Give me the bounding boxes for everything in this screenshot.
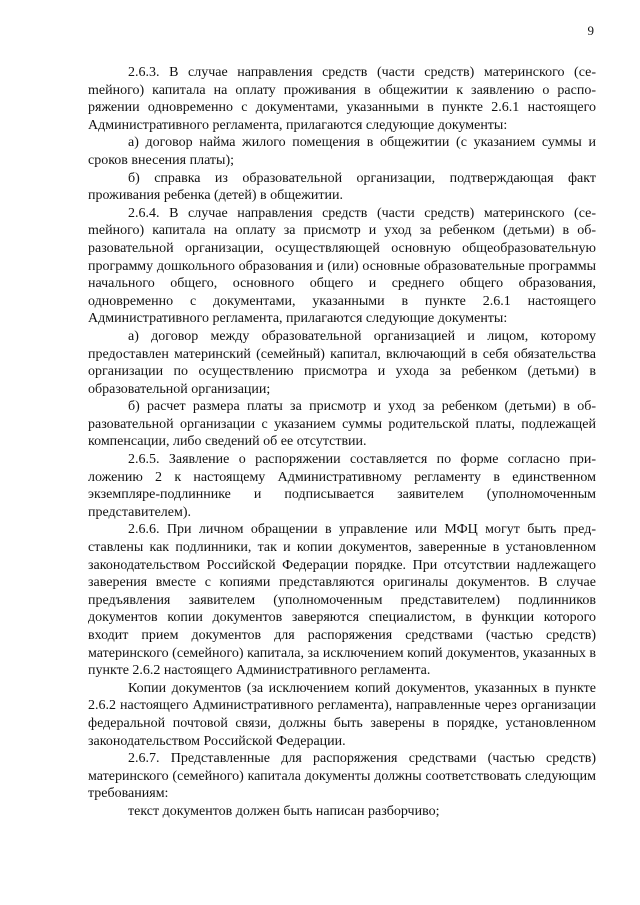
paragraph-2-6-4: 2.6.4. В случае направления средств (части средств) материнского (сеmейного) капитала на оплату за присмотр и уход за ребенком (детьми) в образовательной организации, осуществляющей основную общеобразовательную программу дошкольного образования и (или) основные образовательные программы начального общего, основного общего и среднего общего образования, одновременно с документами, указанными в пункте 2.6.1 настоящего Административного регламента, прилагаются следующие документы: — [88, 205, 596, 327]
paragraph-2-6-4-a: а) договор между образовательной организацией и лицом, которому предоставлен материнский (семейный) капитал, включающий в себя обязательства организации по осуществлению присмотра и ухода за ребенком (детьми) в образовательной организации; — [88, 328, 596, 397]
paragraph-2-6-5: 2.6.5. Заявление о распоряжении составляется по форме согласно приложению 2 к настоящему Административному регламенту в единственном экземпляре-подлиннике и подписывается заявителем (уполномоченным представителем). — [88, 452, 596, 520]
paragraph-copies: Копии документов (за исключением копий документов, указанных в пункте 2.6.2 настоящего Административного регламента), направленные через организации федеральной почтовой связи, должны быть заверены в порядке, установленном законодательством Российской Федерации. — [88, 680, 596, 749]
paragraph-2-6-3-a: а) договор найма жилого помещения в общежитии (с указанием суммы и сроков внесения платы); — [88, 135, 596, 168]
paragraph-2-6-3: 2.6.3. В случае направления средств (части средств) материнского (сеmейного) капитала на оплату проживания в общежитии к заявлению о распоряжении одновременно с документами, указанными в пункте 2.6.1 настоящего Административного регламента, прилагаются следующие документы: — [88, 65, 596, 133]
paragraph-2-6-6: 2.6.6. При личном обращении в управление или МФЦ могут быть представлены как подлинники, так и копии документов, заверенные в установленном законодательством Российской Федерации порядке. При отсутствии надлежащего заверения вместе с копиями представляются оригиналы документов. В случае предъявления заявителем (уполномоченным представителем) подлинников документов копии документов заверяются специалистом, в функции которого входит прием документов для распоряжения средствами (частью средств) материнского (семейного) капитала, за исключением копий документов, указанных в пункте 2.6.2 настоящего Административного регламента. — [88, 522, 596, 679]
page-number: 9 — [587, 23, 594, 38]
paragraph-2-6-7: 2.6.7. Представленные для распоряжения средствами (частью средств) материнского (семейного) капитала документы должны соответствовать следующим требованиям: — [88, 751, 596, 802]
paragraph-2-6-3-b: б) справка из образовательной организации, подтверждающая факт проживания ребенка (детей) в общежитии. — [88, 170, 596, 204]
document-body — [88, 64, 596, 821]
paragraph-requirement-legible: текст документов должен быть написан разборчиво; — [128, 803, 440, 819]
paragraph-2-6-4-b: б) расчет размера платы за присмотр и уход за ребенком (детьми) в образовательной организации с указанием суммы родительской платы, подлежащей компенсации, либо сведений об ее отсутствии. — [88, 399, 596, 450]
